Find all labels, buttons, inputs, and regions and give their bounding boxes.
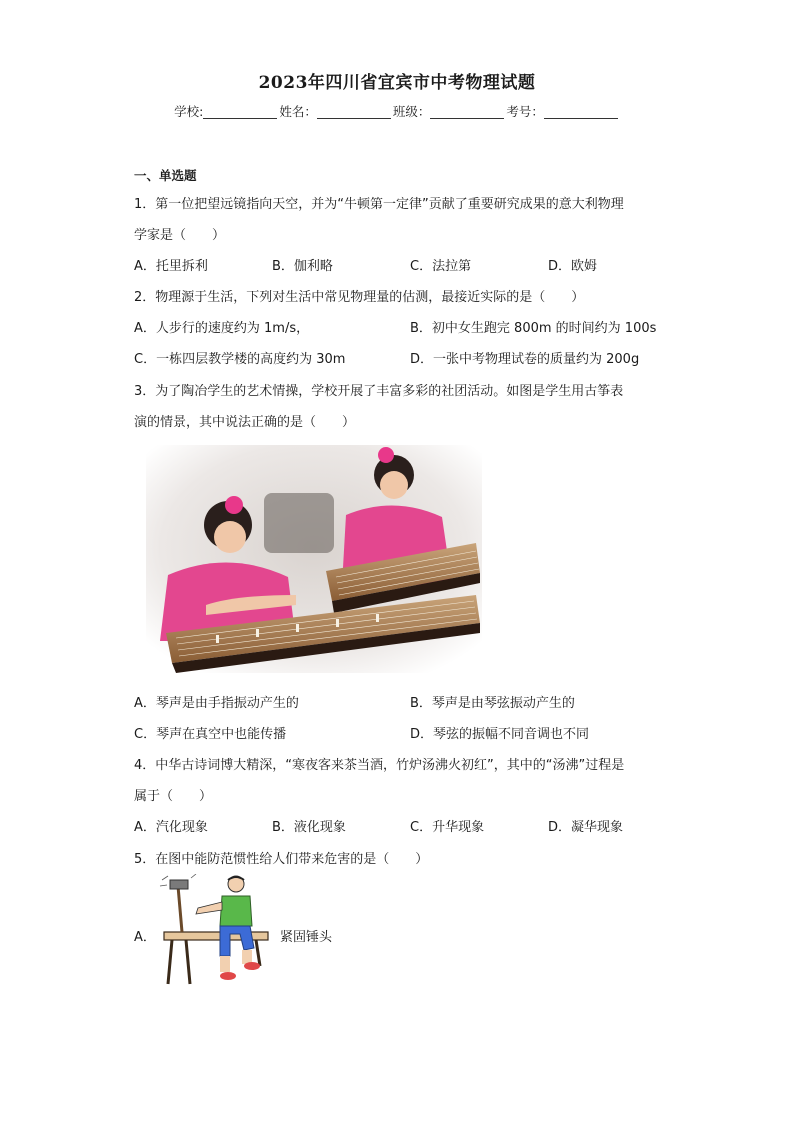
- q4-option-a: A．汽化现象: [134, 820, 208, 835]
- exam-title: 2023年四川省宜宾市中考物理试题: [258, 73, 536, 93]
- q1-option-b: B．伽利略: [272, 259, 333, 274]
- q1-option-d: D．欧姆: [548, 259, 598, 274]
- q5-stem-line1: 5．在图中能防范惯性给人们带来危害的是（ ）: [134, 852, 429, 867]
- q4-option-c: C．升华现象: [410, 820, 485, 835]
- class-blank: [430, 105, 504, 119]
- q5-option-a-prefix: A．: [134, 930, 156, 945]
- name-label: 姓名：: [279, 104, 317, 119]
- q4-stem-line2: 属于（ ）: [134, 789, 213, 804]
- exam-no-blank: [544, 105, 618, 119]
- q2-option-d: D．一张中考物理试卷的质量约为 200g: [410, 352, 640, 367]
- guzheng-photo: [146, 445, 482, 673]
- q3-option-b: B．琴声是由琴弦振动产生的: [410, 696, 575, 711]
- q4-option-d: D．凝华现象: [548, 820, 624, 835]
- q1-stem-line2: 学家是（ ）: [134, 228, 226, 243]
- exam-no-label: 考号：: [506, 104, 544, 119]
- name-blank: [317, 105, 391, 119]
- q3-option-a: A．琴声是由手指振动产生的: [134, 696, 299, 711]
- q3-stem-line1: 3．为了陶冶学生的艺术情操，学校开展了丰富多彩的社团活动。如图是学生用古筝表: [134, 384, 624, 399]
- student-info-row: [0, 102, 794, 120]
- q3-option-d: D．琴弦的振幅不同音调也不同: [410, 727, 590, 742]
- school-label: 学校:: [174, 104, 204, 119]
- q4-option-b: B．液化现象: [272, 820, 346, 835]
- school-blank: [203, 105, 277, 119]
- q1-option-c: C．法拉第: [410, 259, 472, 274]
- q2-option-a: A．人步行的速度约为 1m/s，: [134, 321, 310, 336]
- section-title-single-choice: 一、单选题: [134, 168, 197, 183]
- class-label: 班级：: [392, 104, 431, 119]
- q1-stem-line1: 1．第一位把望远镜指向天空，并为“牛顿第一定律”贡献了重要研究成果的意大利物理: [134, 197, 624, 212]
- hammer-tightening-figure: [158, 874, 274, 988]
- q3-option-c: C．琴声在真空中也能传播: [134, 727, 287, 742]
- q2-option-b: B．初中女生跑完 800m 的时间约为 100s: [410, 321, 657, 336]
- q3-stem-line2: 演的情景，其中说法正确的是（ ）: [134, 415, 356, 430]
- q1-option-a: A．托里拆利: [134, 259, 208, 274]
- q2-option-c: C．一栋四层教学楼的高度约为 30m: [134, 352, 346, 367]
- q2-stem-line1: 2．物理源于生活，下列对生活中常见物理量的估测，最接近实际的是（ ）: [134, 290, 585, 305]
- q4-stem-line1: 4．中华古诗词博大精深，“寒夜客来茶当酒，竹炉汤沸火初红”，其中的“汤沸”过程是: [134, 758, 625, 773]
- q5-option-a-text: 紧固锤头: [280, 930, 333, 945]
